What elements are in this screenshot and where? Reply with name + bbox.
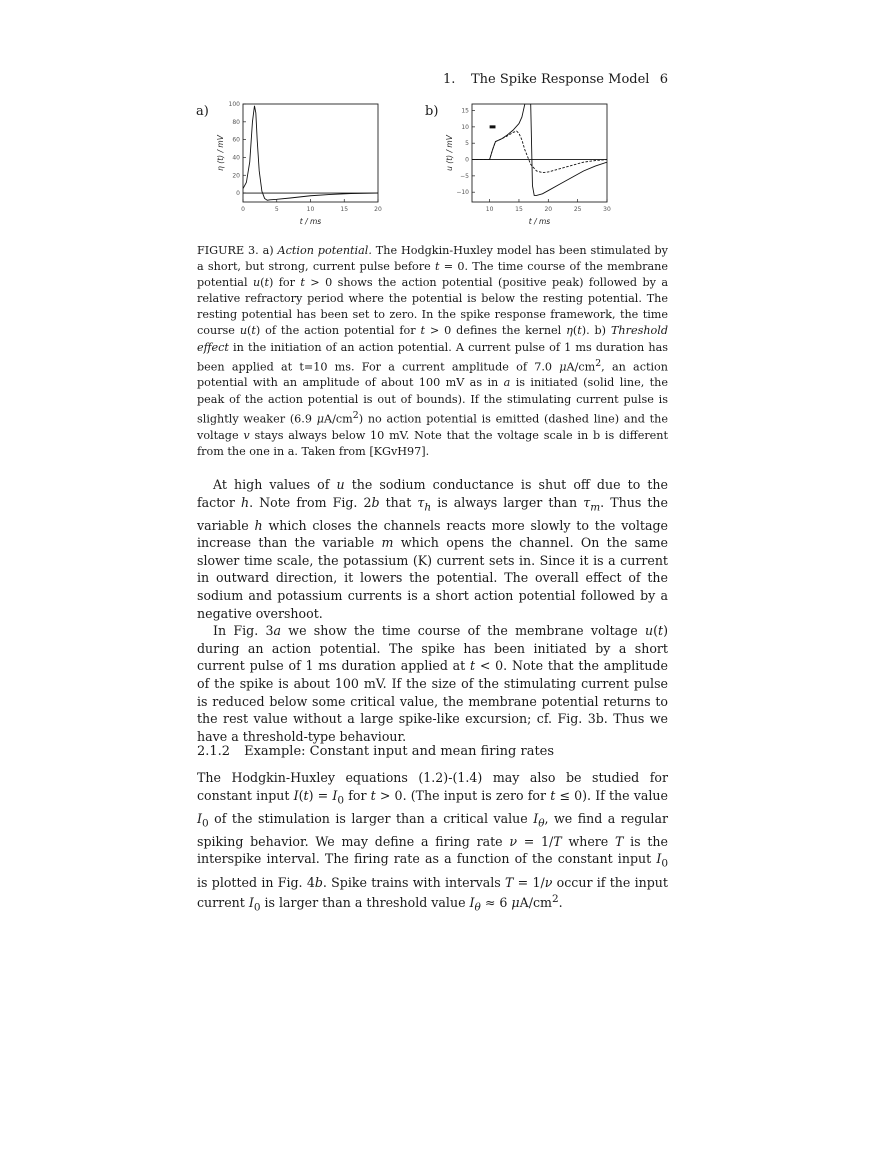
chart-a-series-group <box>243 106 378 200</box>
figure-caption: FIGURE 3. a) Action potential. The Hodgkin-Huxley model has been stimulated by a short, but strong, current pulse before t = 0. The time course of the membrane potential u(t) for t > 0 shows the action potential (positive peak) followed by a relative refractory period where the potential is below the resting potential. The resting potential has been set to zero. In the spike response framework, the time course u(t) of the action potential for t > 0 defines the kernel η(t). b) Threshold effect in the initiation of an action potential. A current pulse of 1 ms duration has been applied at t=10 ms. For a current amplitude of 7.0 $\mu A/cm^2$, an action potential with an amplitude of about 100 mV as in a is initiated (solid line, the peak of the action potential is out of bounds). If the stimulating current pulse is slightly weaker (6.9 $\mu A/cm^2$) no action potential is emitted (dashed line) and the voltage v stays always below 10 mV. Note that the voltage scale in b is different from the one in a. Taken from [KGvH97]. <box>197 244 668 458</box>
chart-b-x-axis-label: t / ms <box>528 217 551 226</box>
chart-a-ytick-label: 20 <box>232 172 240 180</box>
chart-a-xtick-label: 5 <box>274 206 279 213</box>
chart-b-xtick-label: 25 <box>573 206 582 213</box>
chart-b-ytick-label: 10 <box>461 123 469 131</box>
header-section-title: The Spike Response Model <box>471 72 650 87</box>
chart-a-ytick-label: 40 <box>232 154 240 162</box>
chart-b-series-dashed <box>472 131 607 172</box>
section-number: 2.1.2 <box>197 744 231 759</box>
chart-a-plot-frame <box>243 104 378 202</box>
panel-b-label: b) <box>425 104 439 119</box>
section-heading <box>197 744 554 759</box>
body-section-2 <box>197 769 668 917</box>
paragraph-constant-input: The Hodgkin-Huxley equations (1.2)-(1.4) may also be studied for constant input $I(t) = I_0$ for t > 0. (The input is zero for t ≤ 0). If the value $I_0$ of the stimulation is larger than a critical value $I_\theta$, we find a regular spiking behavior. We may define a firing rate ν = 1/T where T is the interspike interval. The firing rate as a function of the constant input $I_0$ is plotted in Fig. 4b. Spike trains with intervals T = 1/ν occur if the input current $I_0$ is larger than a threshold value $I_\theta \approx 6$ $\mu A/cm^2$. <box>197 770 668 914</box>
chart-b-stimulus-bar <box>490 125 496 128</box>
chart-b-ytick-label: 0 <box>465 156 469 164</box>
chart-b-xtick-label: 30 <box>603 206 611 213</box>
chart-a-x-axis-label: t / ms <box>299 217 322 226</box>
body-section-1 <box>197 476 668 745</box>
chart-b-plot-frame <box>472 104 607 202</box>
chart-a-y-axis-label: η (t) / mV <box>216 135 225 171</box>
chart-b-xtick-label: 10 <box>485 206 494 213</box>
page-number: 6 <box>659 72 668 87</box>
chart-a-ytick-label: 60 <box>232 136 240 144</box>
chart-b-ytick-label: 15 <box>461 107 469 115</box>
chart-b-threshold-effect <box>443 98 615 226</box>
chart-a-ytick-label: 0 <box>236 190 240 198</box>
paragraph-membrane-voltage: In Fig. 3a we show the time course of the membrane voltage u(t) during an action potential. The spike has been initiated by a short current pulse of 1 ms duration applied at t < 0. Note that the amplitude of the spike is about 100 mV. If the size of the stimulating current pulse is reduced below some critical value, the membrane potential returns to the rest value without a large spike-like excursion; cf. Fig. 3b. Thus we have a threshold-type behaviour. <box>197 623 668 744</box>
chart-a-ytick-label: 80 <box>232 118 240 126</box>
chart-b-ytick-label: −10 <box>456 189 469 197</box>
chart-b-series-group <box>472 104 607 195</box>
chart-b-xtick-label: 15 <box>515 206 523 213</box>
chart-a-xtick-label: 0 <box>241 206 245 213</box>
chart-a-ytick-label: 100 <box>228 101 240 108</box>
section-title: Example: Constant input and mean firing rates <box>244 744 555 759</box>
paragraph-sodium-conductance: At high values of u the sodium conductance is shut off due to the factor h. Note from Fig. 2b that $\tau_h$ is always larger than $\tau_m$. Thus the variable h which closes the channels reacts more slowly to the voltage increase than the variable m which opens the channel. On the same slower time scale, the potassium (K) current sets in. Since it is a current in outward direction, it lowers the potential. The overall effect of the sodium and potassium currents is a short action potential followed by a negative overshoot. <box>197 477 668 621</box>
header-section-number: 1. <box>443 72 456 87</box>
chart-b-y-axis-label: u (t) / mV <box>445 135 454 171</box>
chart-b-ytick-label: 5 <box>465 140 469 148</box>
chart-a-xtick-label: 15 <box>340 206 349 213</box>
chart-a-xtick-label: 10 <box>306 206 315 213</box>
chart-a-xtick-label: 20 <box>374 206 382 213</box>
chart-a-action-potential <box>214 98 386 226</box>
chart-b-series-solid <box>472 104 607 195</box>
panel-a-label: a) <box>196 104 209 119</box>
chart-a-series-solid <box>243 106 378 200</box>
chart-b-xtick-label: 20 <box>544 206 553 213</box>
chart-b-ytick-label: −5 <box>460 172 469 180</box>
